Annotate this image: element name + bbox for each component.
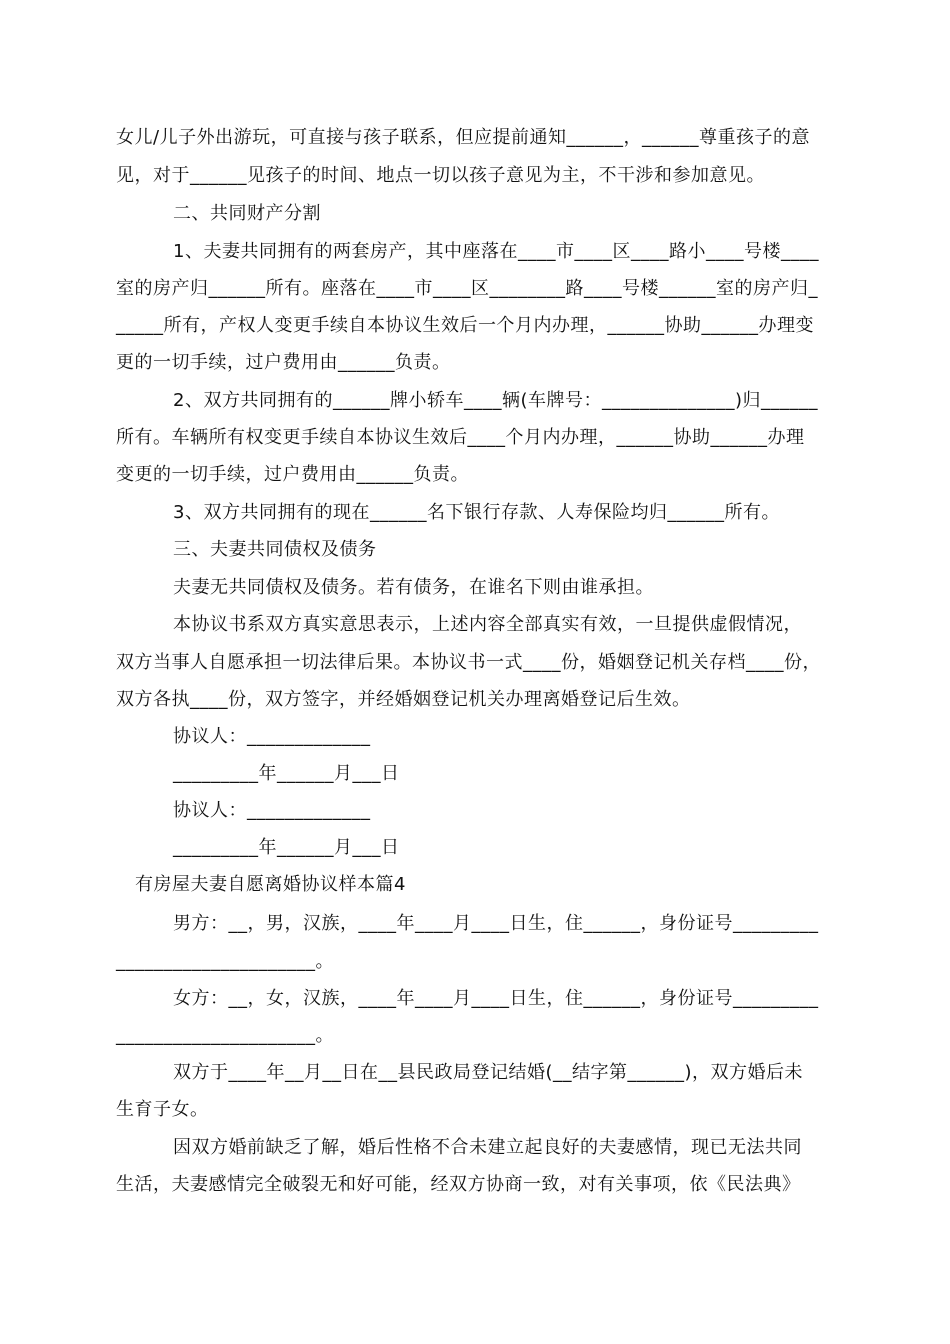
text-line: 更的一切手续，过户费用由______负责。 <box>116 352 451 373</box>
text-line: _____所有，产权人变更手续自本协议生效后一个月内办理，______协助______办理变 <box>116 315 814 336</box>
text-line: 因双方婚前缺乏了解，婚后性格不合未建立起良好的夫妻感情，现已无法共同 <box>173 1137 802 1158</box>
text-line: 夫妻无共同债权及债务。若有债务，在谁名下则由谁承担。 <box>173 577 654 598</box>
document-title: 有房屋夫妻自愿离婚协议样本篇4 <box>135 874 406 895</box>
text-line: 生育子女。 <box>116 1099 209 1120</box>
text-line: 女儿/儿子外出游玩，可直接与孩子联系，但应提前通知______，______尊重孩子的意 <box>116 127 811 148</box>
text-line: 生活，夫妻感情完全破裂无和好可能，经双方协商一致，对有关事项，依《民法典》 <box>116 1174 801 1195</box>
text-line: 室的房产归______所有。座落在____市____区________路____号楼______室的房产归_ <box>116 278 818 299</box>
text-line: 双方各执____份，双方签字，并经婚姻登记机关办理离婚登记后生效。 <box>116 689 691 710</box>
date-line: _________年______月___日 <box>173 763 400 784</box>
signature-line: 协议人：_____________ <box>173 800 371 821</box>
text-line: 双方当事人自愿承担一切法律后果。本协议书一式____份，婚姻登记机关存档____份， <box>116 652 821 673</box>
text-line: _____________________。 <box>116 1025 334 1046</box>
text-line: 3、双方共同拥有的现在______名下银行存款、人寿保险均归______所有。 <box>173 502 780 523</box>
text-line: 2、双方共同拥有的______牌小轿车____辆(车牌号：______________)归______ <box>173 390 818 411</box>
text-line: 男方：__，男，汉族，____年____月____日生，住______，身份证号_________ <box>173 913 819 934</box>
text-line: 见，对于______见孩子的时间、地点一切以孩子意见为主，不干涉和参加意见。 <box>116 165 765 186</box>
section-heading: 二、共同财产分割 <box>173 203 321 224</box>
text-line: 1、夫妻共同拥有的两套房产，其中座落在____市____区____路小____号楼____ <box>173 241 819 262</box>
text-line: 变更的一切手续，过户费用由______负责。 <box>116 464 469 485</box>
text-line: 所有。车辆所有权变更手续自本协议生效后____个月内办理，______协助______办理 <box>116 427 805 448</box>
text-line: 女方：__，女，汉族，____年____月____日生，住______，身份证号_________ <box>173 988 819 1009</box>
section-heading: 三、夫妻共同债权及债务 <box>173 539 377 560</box>
signature-line: 协议人：_____________ <box>173 726 371 747</box>
text-line: _____________________。 <box>116 951 334 972</box>
date-line: _________年______月___日 <box>173 837 400 858</box>
text-line: 双方于____年__月__日在__县民政局登记结婚(__结字第______)，双方婚后未 <box>173 1062 804 1083</box>
text-line: 本协议书系双方真实意思表示，上述内容全部真实有效，一旦提供虚假情况， <box>173 614 802 635</box>
